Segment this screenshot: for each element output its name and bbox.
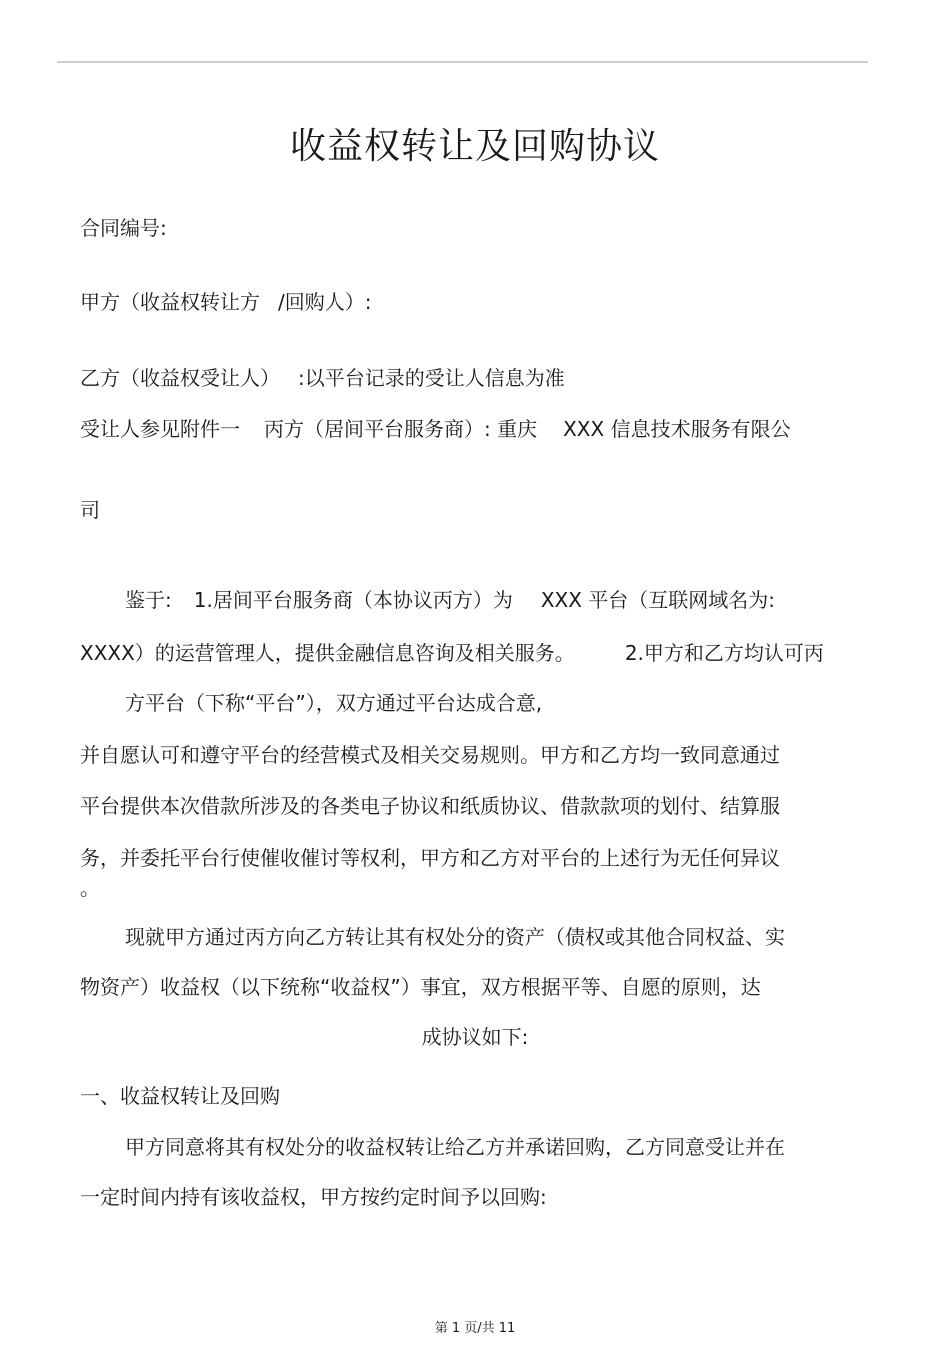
whereas-clause-1-cont: XXX 平台（互联网域名为: — [540, 588, 776, 612]
section-1-para-line-2: 一定时间内持有该收益权，甲方按约定时间予以回购: — [80, 1185, 547, 1209]
party-c-part2: 丙方（居间平台服务商）: 重庆 — [264, 417, 538, 441]
whereas-line-5: 平台提供本次借款所涉及的各类电子协议和纸质协议、借款款项的划付、结算服 — [80, 794, 780, 818]
whereas-line-4: 并自愿认可和遵守平台的经营模式及相关交易规则。甲方和乙方均一致同意通过 — [80, 743, 780, 767]
whereas-line-2 — [80, 643, 824, 663]
document-title: 收益权转让及回购协议 — [289, 126, 660, 167]
party-b-label: 乙方（收益权受让人） — [80, 366, 280, 390]
whereas-clause-2: 2.甲方和乙方均认可丙 — [624, 641, 824, 665]
contract-number: 合同编号: — [80, 216, 167, 240]
party-c-part1: 受让人参见附件一 — [80, 417, 240, 441]
party-a-label: 甲方（收益权转让方 — [80, 290, 260, 314]
page-footer: 第 1 页/共 11 — [434, 1321, 516, 1336]
whereas-clause-1-end: XXXX）的运营管理人，提供金融信息咨询及相关服务。 — [80, 641, 575, 665]
intro-line-3: 成协议如下: — [421, 1025, 529, 1049]
section-1-heading: 一、收益权转让及回购 — [80, 1084, 280, 1108]
whereas-line-1 — [125, 590, 775, 610]
intro-line-1: 现就甲方通过丙方向乙方转让其有权处分的资产（债权或其他合同权益、实 — [125, 925, 785, 949]
whereas-clause-1: 1.居间平台服务商（本协议丙方）为 — [193, 588, 513, 612]
party-a-line — [80, 292, 371, 312]
intro-line-2: 物资产）收益权（以下统称“收益权”）事宜，双方根据平等、自愿的原则，达 — [80, 975, 761, 999]
header-rule — [57, 61, 868, 63]
party-b-value: :以平台记录的受让人信息为准 — [298, 366, 565, 390]
party-c-part3: XXX 信息技术服务有限公 — [563, 417, 791, 441]
party-b-line — [80, 368, 565, 388]
party-a-role: /回购人）: — [278, 290, 372, 314]
whereas-label: 鉴于: — [125, 588, 172, 612]
whereas-line-7: 。 — [80, 876, 100, 900]
whereas-line-3: 方平台（下称“平台”），双方通过平台达成合意, — [125, 691, 543, 715]
party-c-line — [80, 419, 791, 439]
whereas-line-6: 务，并委托平台行使催收催讨等权利，甲方和乙方对平台的上述行为无任何异议 — [80, 846, 780, 870]
section-1-para-line-1: 甲方同意将其有权处分的收益权转让给乙方并承诺回购，乙方同意受让并在 — [125, 1135, 785, 1159]
party-c-continuation: 司 — [80, 498, 100, 522]
